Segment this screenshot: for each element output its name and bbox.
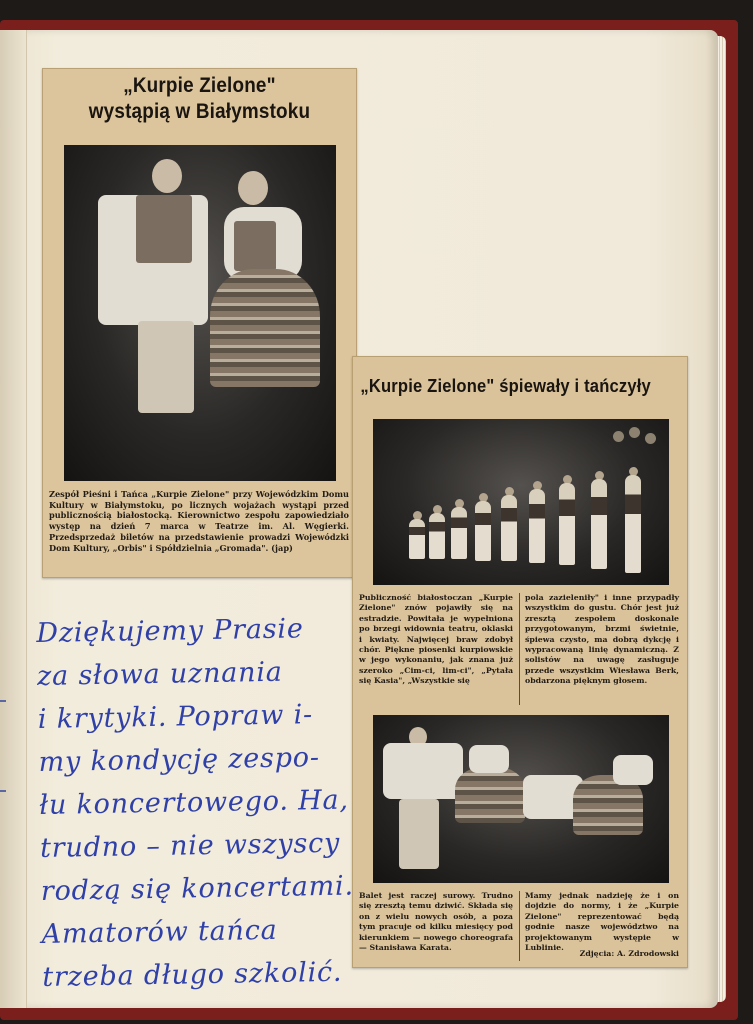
dancer-blouse (613, 755, 653, 785)
dancer-trousers (399, 799, 439, 869)
singer-figure (591, 479, 607, 569)
dancer-trousers (138, 321, 194, 413)
handwriting-line: trudno – nie wszyscy (39, 827, 341, 864)
clipping-headline: „Kurpie Zielone" śpiewały i tańczyły (360, 376, 651, 396)
singer-head (645, 433, 656, 444)
article-column-4: Mamy jednak nadzieję że i on dojdzie do normy, i że „Kurpie Zielone" reprezentować będą godnie nasze województwo na projektowanym występie w Lublinie. (525, 891, 679, 953)
headline-line-2: wystąpią w Białymstoku (88, 100, 311, 123)
dancer-bodice (234, 221, 276, 271)
article-column-1: Publiczność białostoczan „Kurpie Zielone" znów pojawiły się na estradzie. Powitała je wypełniona po brzegi widownia teatru, oklaski i kwiaty. Najwięcej braw zdobył chór. Piękne piosenki kurpiowskie w jego wykonaniu, jak znana już szeroko „Cim-ci, lim-ci", „Pytała się Kasia", „Wszystkie się (359, 593, 513, 686)
column-divider (519, 891, 520, 961)
choir-photo (373, 419, 669, 585)
singer-figure (409, 519, 425, 559)
handwriting-line: za słowa uznania (36, 656, 283, 692)
dancer-skirt (210, 269, 320, 387)
singer-head (613, 431, 624, 442)
page-binding (0, 30, 27, 1008)
photo-credit: Zdjęcia: A. Zdrodowski (579, 949, 679, 958)
dancer-vest (136, 195, 192, 263)
singer-figure (451, 507, 467, 559)
singer-figure (529, 489, 545, 563)
newspaper-clipping-top (42, 68, 357, 578)
singer-figure (475, 501, 491, 561)
singer-figure (625, 475, 641, 573)
handwritten-note (36, 606, 361, 998)
newspaper-clipping-bottom (352, 356, 688, 968)
headline-line-1: „Kurpie Zielone" (123, 74, 276, 97)
handwriting-line: i krytyki. Popraw i- (37, 699, 314, 735)
ballet-photo (373, 715, 669, 883)
singer-figure (559, 483, 575, 565)
handwriting-line: Amatorów tańca (41, 914, 278, 950)
dancer-skirt (455, 767, 525, 823)
singer-head (629, 427, 640, 438)
dancer-shirt (383, 743, 463, 799)
dancing-couple-photo (64, 145, 336, 481)
dancer-head (238, 171, 268, 205)
dancer-head (152, 159, 182, 193)
singer-figure (429, 513, 445, 559)
handwriting-line: rodzą się koncertami. (40, 870, 355, 907)
column-divider (519, 593, 520, 705)
handwriting-line: my kondycję zespo- (38, 742, 321, 778)
photo-caption: Zespół Pieśni i Tańca „Kurpie Zielone" przy Wojewódzkim Domu Kultury w Białymstoku, po licznych wojażach wystąpi przed publicznością białostocką. Kierownictwo zespołu zapowiedziało występ na dzień 7 marca w Teatrze im. Al. Węgierki. Przedsprzedaż biletów na przedstawienie prowadzi Wojewódzki Dom Kultury, „Orbis" i Spółdzielnia „Gromada". (jap) (49, 489, 349, 553)
singer-figure (501, 495, 517, 561)
handwriting-line: trzeba długo szkolić. (42, 956, 343, 993)
clipping-headline (59, 69, 341, 125)
handwriting-line: Dziękujemy Prasie (36, 613, 304, 649)
ink-mark (0, 700, 6, 702)
ink-mark (0, 790, 6, 792)
article-column-3: Balet jest raczej surowy. Trudno się zresztą temu dziwić. Składa się on z wielu nowych osób, a poza tym pracuje od kilku miesięcy pod kierunkiem — nowego choreografa — Stanisława Karata. (359, 891, 513, 953)
article-column-2: pola zazieleniły" i inne przypadły wszystkim do gustu. Chór jest już zresztą zespołem doskonale przygotowanym, brzmi świetnie, śpiewa czysto, ma dobrą dykcję i wypracowaną linię dynamiczną. Z solistów na uwagę zasługuje przede wszystkim Wiesława Berk, obdarzona pięknym głosem. (525, 593, 679, 686)
dancer-blouse (469, 745, 509, 773)
handwriting-line: łu koncertowego. Ha, (39, 784, 349, 821)
